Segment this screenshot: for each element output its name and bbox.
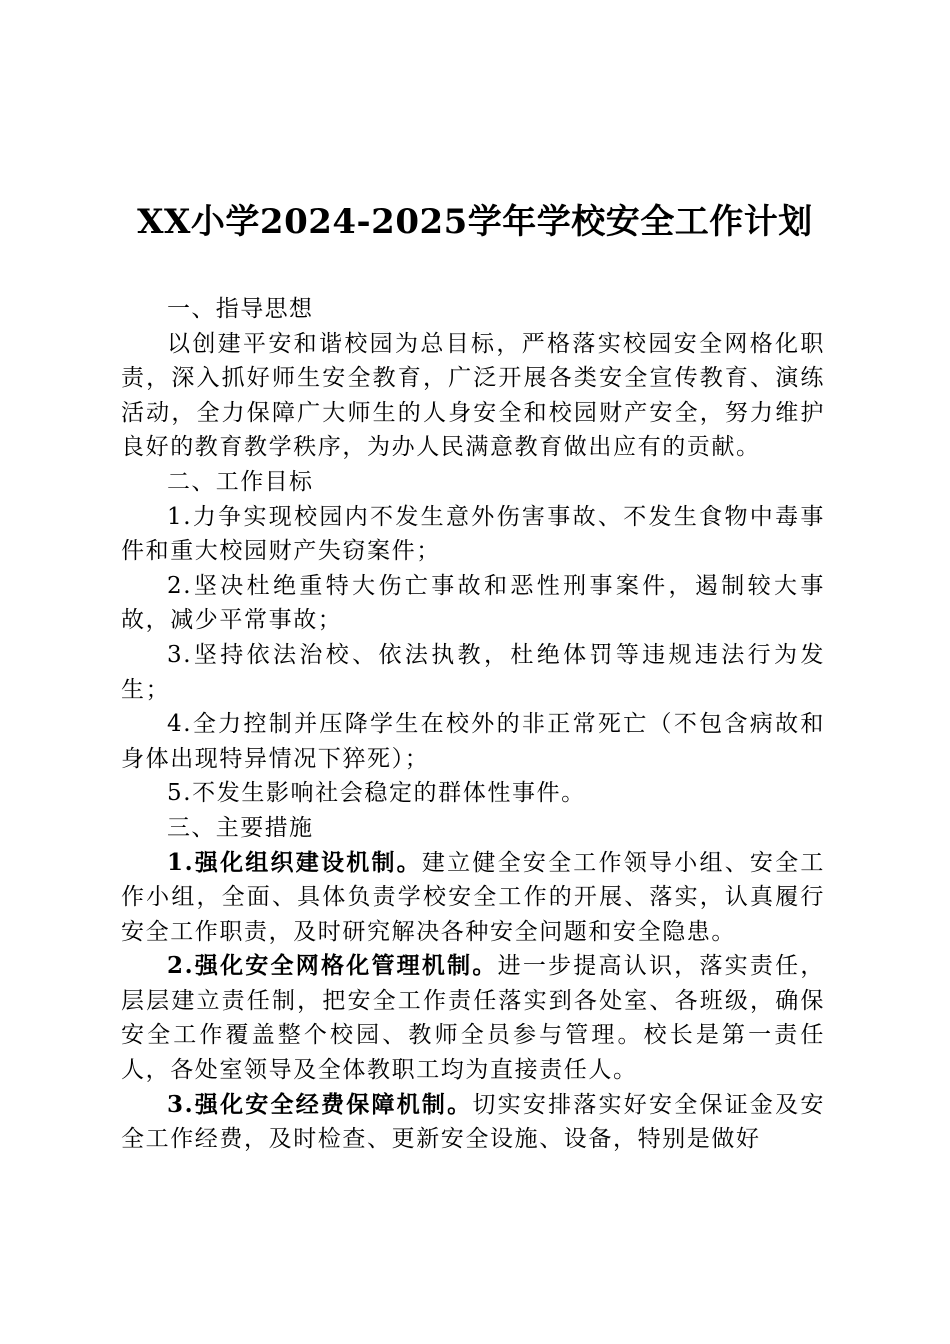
- work-goal-item-2: 2.坚决杜绝重特大伤亡事故和恶性刑事案件，遏制较大事故，减少平常事故；: [121, 572, 825, 634]
- measure-lead-3: 3.强化安全经费保障机制。: [167, 1090, 473, 1118]
- section-heading-work-goals: 二、工作目标: [167, 468, 314, 495]
- work-goal-item-4: 4.全力控制并压降学生在校外的非正常死亡（不包含病故和身体出现特异情况下猝死）；: [121, 711, 825, 772]
- measure-paragraph-3: [121, 1088, 825, 1157]
- section-heading-guiding-ideology: 一、指导思想: [167, 296, 314, 322]
- work-goal-item-1: 1.力争实现校园内不发生意外伤害事故、不发生食物中毒事件和重大校园财产失窃案件；: [121, 503, 825, 565]
- guiding-ideology-paragraph: 以创建平安和谐校园为总目标，严格落实校园安全网格化职责，深入抓好师生安全教育，广泛开展各类安全宣传教育、演练活动，全力保障广大师生的人身安全和校园财产安全，努力维护良好的教育教学秩序，为办人民满意教育做出应有的贡献。: [121, 330, 825, 461]
- work-goal-item-5: 5.不发生影响社会稳定的群体性事件。: [167, 780, 586, 807]
- measure-text-2: 进一步提高认识，落实责任，层层建立责任制，把安全工作责任落实到各处室、各班级，确保安全工作覆盖整个校园、教师全员参与管理。校长是第一责任人，各处室领导及全体教职工均为直接责任人。: [121, 953, 825, 1084]
- measure-text-3: 切实安排落实好安全保证金及安全工作经费，及时检查、更新安全设施、设备，特别是做好: [121, 1091, 825, 1153]
- document-body: [121, 292, 825, 1157]
- measure-text-1: 建立健全安全工作领导小组、安全工作小组，全面、具体负责学校安全工作的开展、落实，认真履行安全工作职责，及时研究解决各种安全问题和安全隐患。: [121, 849, 825, 945]
- document-title: XX小学2024-2025学年学校安全工作计划: [137, 202, 813, 242]
- measure-paragraph-2: [121, 949, 825, 1087]
- work-goal-item-3: 3.坚持依法治校、依法执教，杜绝体罚等违规违法行为发生；: [121, 641, 825, 703]
- measure-paragraph-1: [121, 846, 825, 950]
- section-heading-main-measures: 三、主要措施: [167, 814, 314, 841]
- measure-lead-2: 2.强化安全网格化管理机制。: [167, 952, 498, 980]
- measure-lead-1: 1.强化组织建设机制。: [167, 848, 422, 876]
